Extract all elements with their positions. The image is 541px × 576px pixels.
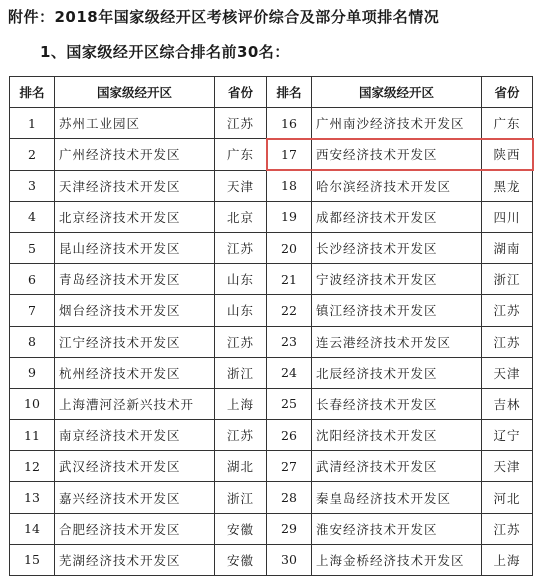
province-right-cell: 河北 <box>482 482 533 513</box>
rank-left-cell: 7 <box>10 295 55 326</box>
province-right-cell: 四川 <box>482 201 533 232</box>
zone-right-cell: 长春经济技术开发区 <box>312 388 482 419</box>
province-right-cell: 吉林 <box>482 388 533 419</box>
rank-right-cell: 20 <box>267 232 312 263</box>
table-row <box>10 139 533 170</box>
province-right-cell: 浙江 <box>482 264 533 295</box>
province-right-cell: 江苏 <box>482 326 533 357</box>
zone-right-cell: 秦皇岛经济技术开发区 <box>312 482 482 513</box>
province-right-cell: 广东 <box>482 108 533 139</box>
zone-left-cell: 嘉兴经济技术开发区 <box>55 482 215 513</box>
province-left-cell: 浙江 <box>215 482 267 513</box>
province-right-cell: 辽宁 <box>482 420 533 451</box>
table-row <box>10 264 533 295</box>
rank-right-cell: 26 <box>267 420 312 451</box>
zone-left-cell: 杭州经济技术开发区 <box>55 357 215 388</box>
province-left-cell: 上海 <box>215 388 267 419</box>
header-rank-right: 排名 <box>267 77 312 108</box>
zone-right-cell: 连云港经济技术开发区 <box>312 326 482 357</box>
rank-left-cell: 13 <box>10 482 55 513</box>
header-zone-right: 国家级经开区 <box>312 77 482 108</box>
table-body <box>10 108 533 576</box>
zone-left-cell: 南京经济技术开发区 <box>55 420 215 451</box>
province-left-cell: 广东 <box>215 139 267 170</box>
zone-left-cell: 苏州工业园区 <box>55 108 215 139</box>
table-row <box>10 108 533 139</box>
table-row <box>10 420 533 451</box>
zone-right-cell: 西安经济技术开发区 <box>312 139 482 170</box>
province-left-cell: 安徽 <box>215 513 267 544</box>
rank-left-cell: 6 <box>10 264 55 295</box>
rank-left-cell: 15 <box>10 544 55 575</box>
province-left-cell: 北京 <box>215 201 267 232</box>
table-row <box>10 326 533 357</box>
rank-left-cell: 11 <box>10 420 55 451</box>
rank-right-cell: 30 <box>267 544 312 575</box>
province-left-cell: 山东 <box>215 264 267 295</box>
province-right-cell: 天津 <box>482 451 533 482</box>
header-rank-left: 排名 <box>10 77 55 108</box>
zone-left-cell: 芜湖经济技术开发区 <box>55 544 215 575</box>
table-row <box>10 170 533 201</box>
province-right-cell: 江苏 <box>482 295 533 326</box>
header-province-right: 省份 <box>482 77 533 108</box>
rank-left-cell: 2 <box>10 139 55 170</box>
province-left-cell: 浙江 <box>215 357 267 388</box>
rank-right-cell: 24 <box>267 357 312 388</box>
zone-right-cell: 长沙经济技术开发区 <box>312 232 482 263</box>
province-left-cell: 江苏 <box>215 232 267 263</box>
zone-right-cell: 沈阳经济技术开发区 <box>312 420 482 451</box>
table-row <box>10 513 533 544</box>
header-zone-left: 国家级经开区 <box>55 77 215 108</box>
zone-right-cell: 淮安经济技术开发区 <box>312 513 482 544</box>
zone-left-cell: 武汉经济技术开发区 <box>55 451 215 482</box>
province-left-cell: 江苏 <box>215 420 267 451</box>
table-row <box>10 451 533 482</box>
province-left-cell: 安徽 <box>215 544 267 575</box>
rank-right-cell: 17 <box>267 139 312 170</box>
zone-right-cell: 武清经济技术开发区 <box>312 451 482 482</box>
rank-right-cell: 16 <box>267 108 312 139</box>
zone-right-cell: 镇江经济技术开发区 <box>312 295 482 326</box>
rank-left-cell: 1 <box>10 108 55 139</box>
section-subtitle: 1、国家级经开区综合排名前30名： <box>40 43 290 61</box>
zone-left-cell: 青岛经济技术开发区 <box>55 264 215 295</box>
rank-left-cell: 5 <box>10 232 55 263</box>
page-title: 附件：2018年国家级经开区考核评价综合及部分单项排名情况 <box>8 8 440 26</box>
zone-left-cell: 北京经济技术开发区 <box>55 201 215 232</box>
table-row <box>10 544 533 575</box>
table-row <box>10 295 533 326</box>
table-row <box>10 482 533 513</box>
province-right-cell: 陕西 <box>482 139 533 170</box>
province-right-cell: 天津 <box>482 357 533 388</box>
province-left-cell: 江苏 <box>215 108 267 139</box>
rank-left-cell: 14 <box>10 513 55 544</box>
province-left-cell: 山东 <box>215 295 267 326</box>
rank-right-cell: 27 <box>267 451 312 482</box>
rank-left-cell: 9 <box>10 357 55 388</box>
zone-left-cell: 广州经济技术开发区 <box>55 139 215 170</box>
zone-left-cell: 合肥经济技术开发区 <box>55 513 215 544</box>
zone-right-cell: 哈尔滨经济技术开发区 <box>312 170 482 201</box>
province-right-cell: 上海 <box>482 544 533 575</box>
province-left-cell: 江苏 <box>215 326 267 357</box>
table-header-row <box>10 77 533 108</box>
province-left-cell: 湖北 <box>215 451 267 482</box>
rank-right-cell: 18 <box>267 170 312 201</box>
rank-right-cell: 28 <box>267 482 312 513</box>
zone-right-cell: 广州南沙经济技术开发区 <box>312 108 482 139</box>
table-row <box>10 388 533 419</box>
rank-right-cell: 21 <box>267 264 312 295</box>
province-right-cell: 湖南 <box>482 232 533 263</box>
rank-right-cell: 29 <box>267 513 312 544</box>
province-left-cell: 天津 <box>215 170 267 201</box>
table-row <box>10 201 533 232</box>
rank-left-cell: 4 <box>10 201 55 232</box>
rank-left-cell: 12 <box>10 451 55 482</box>
rank-left-cell: 3 <box>10 170 55 201</box>
rank-right-cell: 23 <box>267 326 312 357</box>
zone-left-cell: 江宁经济技术开发区 <box>55 326 215 357</box>
zone-left-cell: 昆山经济技术开发区 <box>55 232 215 263</box>
province-right-cell: 黑龙 <box>482 170 533 201</box>
zone-left-cell: 上海漕河泾新兴技术开 <box>55 388 215 419</box>
rank-right-cell: 22 <box>267 295 312 326</box>
province-right-cell: 江苏 <box>482 513 533 544</box>
header-province-left: 省份 <box>215 77 267 108</box>
zone-right-cell: 成都经济技术开发区 <box>312 201 482 232</box>
rank-left-cell: 10 <box>10 388 55 419</box>
table-row <box>10 357 533 388</box>
rank-right-cell: 25 <box>267 388 312 419</box>
zone-right-cell: 宁波经济技术开发区 <box>312 264 482 295</box>
ranking-table <box>9 76 533 576</box>
zone-left-cell: 烟台经济技术开发区 <box>55 295 215 326</box>
zone-right-cell: 上海金桥经济技术开发区 <box>312 544 482 575</box>
zone-left-cell: 天津经济技术开发区 <box>55 170 215 201</box>
zone-right-cell: 北辰经济技术开发区 <box>312 357 482 388</box>
rank-right-cell: 19 <box>267 201 312 232</box>
rank-left-cell: 8 <box>10 326 55 357</box>
table-row <box>10 232 533 263</box>
